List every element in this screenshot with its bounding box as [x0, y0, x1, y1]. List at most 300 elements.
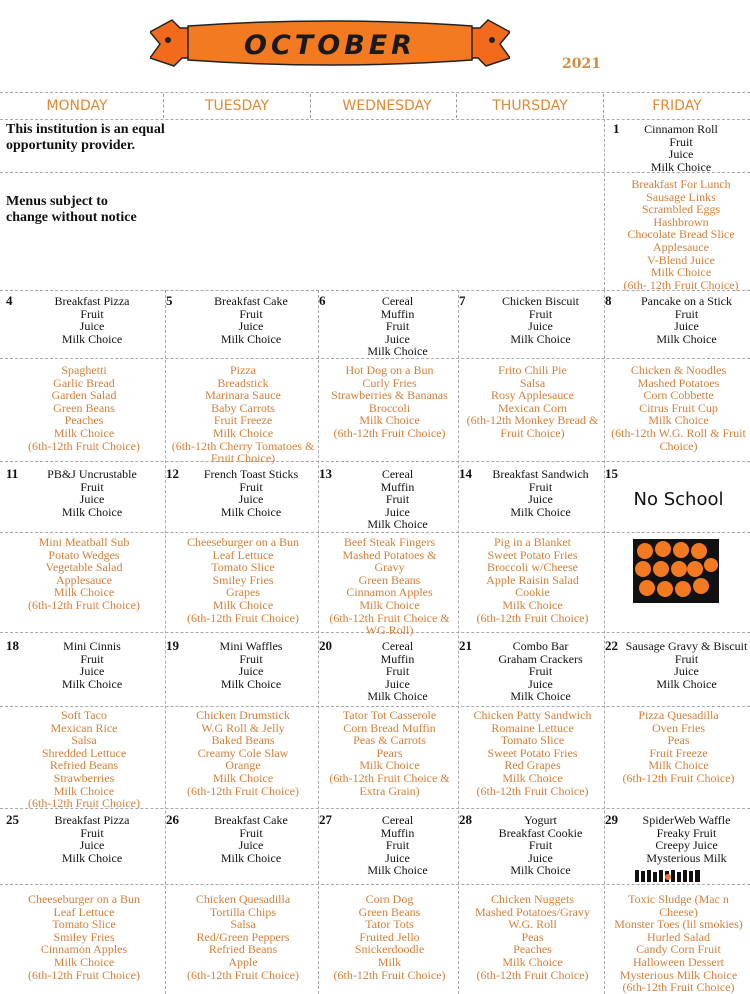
menu-item: Mashed Potatoes & — [342, 547, 437, 562]
menu-item: Milk Choice — [220, 850, 282, 865]
date-number: 18 — [6, 638, 19, 653]
breakfast-menu — [321, 814, 458, 877]
menu-item: Cinnamon Roll — [644, 122, 718, 136]
day-cell-7 — [461, 295, 604, 345]
menu-item: Mysterious Milk — [646, 850, 727, 865]
menu-item: (6th-12th Fruit Choice) — [28, 438, 140, 453]
menu-item: Juice — [79, 664, 105, 679]
day-cell-21 — [461, 640, 604, 703]
menu-item: Leaf Lettuce — [53, 904, 115, 919]
menu-item: Hurled Salad — [647, 929, 710, 944]
menu-item: Scrambled Eggs — [641, 202, 721, 217]
menu-item: Milk Choice — [650, 265, 712, 280]
grid-line — [0, 706, 750, 707]
day-cell-12 — [168, 468, 318, 518]
menu-item: Milk Choice — [510, 331, 571, 346]
menu-item: Breakfast Cake — [214, 294, 288, 308]
day-cell-8 — [607, 295, 750, 345]
menu-item: Fruit — [385, 838, 410, 853]
day-header-friday: FRIDAY — [652, 98, 702, 114]
menu-item: Red Grapes — [504, 758, 561, 773]
menu-item: French Toast Sticks — [203, 467, 299, 481]
menu-item: Monster Toes (lil smokies) — [614, 917, 743, 932]
menu-item: Chicken Drumstick — [196, 708, 290, 722]
date-number: 21 — [459, 638, 472, 653]
lunch-menu-13 — [321, 536, 458, 637]
date-number: 8 — [605, 293, 612, 308]
year-label: 2021 — [562, 56, 601, 72]
breakfast-menu — [608, 123, 750, 173]
day-cell-25 — [8, 814, 160, 864]
menu-item: Milk Choice — [220, 331, 282, 346]
date-number: 12 — [166, 466, 179, 481]
menu-item: Chicken Nuggets — [491, 892, 574, 906]
menu-item: Pizza Quesadilla — [638, 708, 719, 722]
menu-item: Tator Tots — [365, 917, 414, 932]
day-cell-5 — [168, 295, 318, 345]
menu-item: Mini Meatball Sub — [38, 535, 130, 549]
breakfast-menu — [8, 814, 160, 864]
menu-item: Milk Choice — [212, 425, 274, 440]
lunch-menu-11 — [8, 536, 160, 612]
lunch-menu-26 — [168, 893, 318, 981]
breakfast-menu — [8, 640, 160, 690]
menu-item: Juice — [79, 319, 105, 334]
breakfast-menu — [8, 295, 160, 345]
menu-item: Milk Choice — [367, 344, 428, 359]
menu-item: Shredded Lettuce — [41, 745, 127, 760]
menu-item: (6th-12th Fruit Choice) — [476, 610, 589, 625]
menu-item: (6th-12th Fruit Choice) — [187, 967, 299, 982]
menu-item: Garden Salad — [51, 388, 117, 403]
menu-item: Fruit — [674, 306, 699, 321]
lunch-menu-29 — [607, 893, 750, 994]
menu-item: Milk Choice — [502, 954, 563, 969]
breakfast-menu — [321, 295, 458, 358]
grid-line — [0, 532, 750, 533]
lunch-menu-4 — [8, 364, 160, 452]
menu-item: Frito Chili Pie — [498, 363, 567, 377]
month-title: OCTOBER — [244, 30, 416, 61]
date-number: 25 — [6, 812, 19, 827]
menu-item: Milk Choice — [648, 413, 709, 428]
breakfast-menu — [607, 295, 750, 345]
menu-item: Chocolate Bread Slice — [627, 227, 735, 242]
menu-item: Juice — [385, 850, 410, 865]
lunch-menu-25 — [8, 893, 160, 981]
menu-item: Muffin — [380, 825, 415, 840]
menu-item: Milk Choice — [367, 689, 428, 704]
menu-item: (6th-12th Fruit Choice) — [28, 597, 140, 612]
day-cell-11 — [8, 468, 160, 518]
day-cell-26 — [168, 814, 318, 864]
menu-item: Juice — [668, 147, 694, 162]
menu-item: (6th-12th Fruit Choice) — [476, 967, 589, 982]
date-number: 22 — [605, 638, 618, 653]
day-cell-22 — [607, 640, 750, 690]
menu-item: Sausage Gravy & Biscuit — [625, 639, 748, 653]
menu-item: Breakfast For Lunch — [631, 177, 731, 191]
equal-opportunity-notice: This institution is an equal opportunity provider. — [6, 122, 165, 153]
lunch-menu-1 — [608, 178, 750, 291]
menu-item: Graham Crackers — [498, 651, 583, 666]
day-header-wednesday: WEDNESDAY — [342, 98, 432, 114]
menu-item: Extra Grain) — [359, 783, 420, 798]
menu-item: Mexican Rice — [50, 720, 118, 735]
menu-item: Apple Raisin Salad — [486, 572, 579, 587]
menu-item: Baby Carrots — [211, 400, 275, 415]
menu-item: Tomato Slice — [52, 917, 116, 932]
menu-item: W.G. Roll — [508, 917, 557, 932]
lunch-menu-22 — [607, 709, 750, 785]
day-header-monday: MONDAY — [46, 98, 108, 114]
menu-item: Cheeseburger on a Bun — [27, 892, 141, 906]
menu-item: Marinara Sauce — [205, 388, 281, 403]
menu-item: Mexican Corn — [498, 400, 567, 415]
day-cell-29 — [607, 814, 750, 864]
menu-item: Cookie — [515, 585, 550, 600]
menu-item: Fruited Jello — [359, 929, 420, 944]
menu-item: Fruit Choice) — [500, 425, 565, 440]
menu-item: Milk Choice — [650, 159, 712, 174]
menu-item: Leaf Lettuce — [212, 547, 274, 562]
menu-item: Vegetable Salad — [45, 560, 123, 575]
menu-item: Peas & Carrots — [353, 733, 426, 748]
menu-item: Tortilla Chips — [209, 904, 277, 919]
menu-item: Chicken Biscuit — [502, 294, 579, 308]
day-cell-15 — [605, 466, 750, 510]
menu-item: Pig in a Blanket — [494, 535, 571, 549]
menu-item: Snickerdoodle — [354, 942, 425, 957]
lunch-menu-19 — [168, 709, 318, 797]
menu-item: Sweet Potato Fries — [487, 547, 578, 562]
menu-item: Baked Beans — [211, 733, 275, 748]
menu-item: Breakfast Pizza — [54, 294, 130, 308]
menu-item: Green Beans — [358, 904, 421, 919]
lunch-menu-18 — [8, 709, 160, 810]
menu-item: Green Beans — [358, 572, 421, 587]
menu-item: Fruit — [80, 479, 104, 494]
breakfast-menu — [168, 640, 318, 690]
menu-item: (6th-12th Fruit Choice) — [187, 783, 299, 798]
menu-item: Juice — [238, 838, 264, 853]
breakfast-menu — [8, 468, 160, 518]
menu-item: Peas — [521, 929, 544, 944]
day-cell-18 — [8, 640, 160, 690]
day-cell-13 — [321, 468, 458, 531]
menu-item: Strawberries — [53, 770, 115, 785]
lunch-menu-8 — [607, 364, 750, 452]
menu-item: Sausage Links — [646, 189, 716, 204]
breakfast-menu — [461, 468, 604, 518]
menu-item: Red/Green Peppers — [196, 929, 290, 944]
day-cell-6 — [321, 295, 458, 358]
menu-item: Sweet Potato Fries — [487, 745, 578, 760]
menu-item: Combo Bar — [512, 639, 569, 653]
menu-item: Milk Choice — [61, 504, 123, 519]
menu-item: Cereal — [381, 639, 414, 653]
day-cell-28 — [461, 814, 604, 877]
menu-item: Mysterious Milk Choice — [619, 967, 738, 982]
jack-o-lantern-image — [633, 539, 719, 603]
menu-item: Cheese) — [659, 904, 698, 919]
menu-item: Juice — [528, 319, 553, 334]
menu-item: Hashbrown — [653, 214, 709, 229]
day-header-thursday: THURSDAY — [456, 94, 604, 118]
menu-item: Juice — [238, 664, 264, 679]
menu-item: Milk Choice — [53, 954, 115, 969]
menu-item: Milk Choice — [61, 676, 123, 691]
menu-item: (6th-12th Fruit Choice) — [333, 425, 446, 440]
date-number: 5 — [166, 293, 173, 308]
menu-item: Cinnamon Apples — [346, 585, 433, 600]
menu-item: (6th-12th Fruit Choice) — [622, 980, 735, 994]
menu-item: Milk Choice — [656, 331, 717, 346]
menu-item: (6th-12th W.G. Roll & Fruit — [611, 425, 746, 440]
menu-item: Gravy — [374, 560, 405, 575]
menu-item: Cereal — [381, 813, 414, 827]
menu-item: Citrus Fruit Cup — [639, 400, 718, 415]
menu-item: Juice — [385, 331, 410, 346]
menu-item: Chicken Quesadilla — [195, 892, 291, 906]
menu-item: Milk Choice — [53, 783, 115, 798]
date-number: 29 — [605, 812, 618, 827]
menu-item: Refried Beans — [49, 758, 119, 773]
menu-item: Juice — [528, 850, 553, 865]
menu-item: WG Roll) — [365, 623, 414, 638]
menu-item: Juice — [238, 492, 264, 507]
breakfast-menu — [321, 640, 458, 703]
menu-item: Broccoli w/Cheese — [487, 560, 578, 575]
lunch-menu-20 — [321, 709, 458, 797]
menu-item: Breadstick — [217, 375, 269, 390]
menu-item: Milk Choice — [510, 863, 571, 878]
menu-item: Pizza — [230, 363, 256, 377]
menu-item: Fruit — [239, 651, 263, 666]
menu-item: Juice — [385, 676, 410, 691]
date-number: 20 — [319, 638, 332, 653]
breakfast-menu — [168, 295, 318, 345]
menu-item: Muffin — [380, 479, 415, 494]
breakfast-menu — [607, 814, 750, 864]
lunch-menu-5 — [168, 364, 318, 465]
day-cell-27 — [321, 814, 458, 877]
menu-item: Salsa — [71, 733, 97, 748]
lunch-menu-27 — [321, 893, 458, 981]
menu-item: Milk Choice — [367, 863, 428, 878]
menu-item: Fruit — [528, 664, 553, 679]
menu-item: Cheeseburger on a Bun — [186, 535, 300, 549]
menu-item: Milk Choice — [53, 425, 115, 440]
menu-item: Mashed Potatoes — [637, 375, 720, 390]
menu-item: Milk Choice — [510, 504, 571, 519]
date-number: 4 — [6, 293, 13, 308]
menu-item: Oven Fries — [652, 720, 705, 735]
date-number: 19 — [166, 638, 179, 653]
menu-item: Mini Cinnis — [63, 639, 121, 653]
menu-item: (6th-12th Fruit Choice) — [333, 967, 446, 982]
menu-item: Salsa — [519, 375, 546, 390]
grid-line — [0, 92, 750, 93]
menu-item: Refried Beans — [208, 942, 278, 957]
menu-item: Apple — [228, 954, 258, 969]
menu-item: Fruit — [528, 306, 553, 321]
menu-item: Cinnamon Apples — [40, 942, 128, 957]
menu-item: Garlic Bread — [53, 375, 115, 390]
date-number: 7 — [459, 293, 466, 308]
breakfast-menu — [168, 814, 318, 864]
menu-item: Fruit — [239, 306, 263, 321]
menu-item: (6th-12th Fruit Choice & — [329, 770, 450, 785]
menu-item: Milk Choice — [212, 770, 274, 785]
menu-item: Beef Steak Fingers — [343, 535, 436, 549]
month-banner — [150, 14, 510, 72]
menu-item: Milk Choice — [367, 517, 428, 532]
menu-item: Tomato Slice — [500, 733, 565, 748]
menu-item: Milk Choice — [212, 597, 274, 612]
menu-item: Green Beans — [53, 400, 115, 415]
menu-item: Milk — [377, 954, 402, 969]
date-number: 14 — [459, 466, 472, 481]
date-number: 27 — [319, 812, 332, 827]
date-number: 11 — [6, 466, 19, 481]
menu-item: Tator Tot Casserole — [342, 708, 437, 722]
day-cell-19 — [168, 640, 318, 690]
menu-item: Peaches — [64, 413, 104, 428]
menu-item: Milk Choice — [502, 597, 563, 612]
no-school-label: No School — [633, 489, 724, 510]
date-number: 1 — [613, 121, 620, 136]
menu-item: Fruit Freeze — [649, 745, 708, 760]
menu-item: Juice — [528, 676, 553, 691]
breakfast-menu — [607, 640, 750, 690]
day-cell-14 — [461, 468, 604, 518]
menu-item: Fruit — [80, 651, 104, 666]
menu-item: Curly Fries — [362, 375, 417, 390]
grid-line — [0, 119, 750, 120]
breakfast-menu — [461, 295, 604, 345]
menu-item: Romaine Lettuce — [491, 720, 574, 735]
menu-item: (6th-12th Cherry Tomatoes & — [171, 438, 315, 453]
menu-item: Fruit — [669, 134, 693, 149]
menu-item: Milk Choice — [359, 597, 420, 612]
menu-item: Juice — [528, 492, 553, 507]
menu-item: PB&J Uncrustable — [47, 467, 137, 481]
menu-item: Fruit — [385, 319, 410, 334]
menu-item: Grapes — [226, 585, 260, 600]
menu-item: Pears — [376, 745, 403, 760]
menu-item: Juice — [674, 664, 699, 679]
menu-item: Juice — [385, 504, 410, 519]
menu-item: Mashed Potatoes/Gravy — [475, 904, 590, 919]
menu-item: Creepy Juice — [655, 838, 718, 853]
menu-item: Corn Cobbette — [643, 388, 714, 403]
menu-item: Spaghetti — [61, 363, 107, 377]
menu-item: Rosy Applesauce — [491, 388, 574, 403]
menu-item: Hot Dog on a Bun — [345, 363, 434, 377]
menu-item: Yogurt — [524, 813, 557, 827]
date-number: 26 — [166, 812, 179, 827]
menu-item: Juice — [674, 319, 699, 334]
menu-item: Milk Choice — [510, 689, 571, 704]
breakfast-menu — [168, 468, 318, 518]
menu-item: Fruit — [80, 306, 104, 321]
menu-change-notice: Menus subject to change without notice — [6, 194, 137, 225]
menu-item: Fruit — [385, 492, 410, 507]
menu-item: Smiley Fries — [212, 572, 274, 587]
menu-item: Choice) — [659, 438, 698, 453]
lunch-menu-14 — [461, 536, 604, 624]
menu-item: Juice — [79, 492, 105, 507]
menu-item: Halloween Dessert — [633, 954, 724, 969]
menu-item: Candy Corn Fruit — [636, 942, 721, 957]
lunch-menu-7 — [461, 364, 604, 440]
breakfast-menu — [461, 814, 604, 877]
menu-item: (6th-12th Fruit Choice) — [622, 770, 735, 785]
menu-item: (6th-12th Fruit Choice) — [28, 796, 140, 811]
menu-item: Breakfast Sandwich — [492, 467, 589, 481]
menu-item: (6th-12th Fruit Choice) — [28, 967, 140, 982]
menu-item: Breakfast Cookie — [498, 825, 583, 840]
menu-item: Breakfast Pizza — [54, 813, 130, 827]
menu-item: Tomato Slice — [211, 560, 275, 575]
lunch-menu-12 — [168, 536, 318, 624]
menu-item: Mini Waffles — [219, 639, 283, 653]
lunch-menu-28 — [461, 893, 604, 981]
grid-line — [0, 884, 750, 885]
date-number: 15 — [605, 466, 618, 481]
menu-item: Broccoli — [368, 400, 411, 415]
menu-item: Cereal — [381, 467, 414, 481]
menu-item: Milk Choice — [53, 585, 115, 600]
menu-item: Applesauce — [653, 239, 709, 254]
menu-item: Milk Choice — [502, 770, 563, 785]
day-cell-1 — [608, 123, 750, 173]
menu-item: Fruit — [385, 664, 410, 679]
grid-line — [0, 358, 750, 359]
menu-item: (6th-12th Monkey Bread & — [466, 413, 599, 428]
menu-item: SpiderWeb Waffle — [642, 813, 731, 827]
menu-item: Milk Choice — [220, 504, 282, 519]
menu-item: Juice — [79, 838, 105, 853]
day-header-tuesday: TUESDAY — [163, 94, 311, 118]
menu-item: Milk Choice — [359, 413, 420, 428]
menu-item: (6th-12th Fruit Choice) — [476, 783, 589, 798]
menu-item: Fruit — [80, 825, 104, 840]
menu-item: Orange — [225, 758, 261, 773]
menu-item: Cereal — [381, 294, 414, 308]
menu-item: Chicken Patty Sandwich — [473, 708, 592, 722]
menu-item: Milk Choice — [61, 331, 123, 346]
menu-item: Milk Choice — [359, 758, 420, 773]
day-cell-20 — [321, 640, 458, 703]
day-cell-4 — [8, 295, 160, 345]
menu-item: Juice — [238, 319, 264, 334]
menu-item: Fruit Freeze — [213, 413, 273, 428]
menu-item: Chicken & Noodles — [630, 363, 727, 377]
menu-item: Freaky Fruit — [656, 825, 717, 840]
menu-item: W.G Roll & Jelly — [201, 720, 285, 735]
menu-item: Potato Wedges — [48, 547, 120, 562]
menu-item: Creamy Cole Slaw — [197, 745, 289, 760]
menu-item: Peaches — [513, 942, 552, 957]
menu-item: Fruit — [239, 825, 263, 840]
menu-item: Pancake on a Stick — [641, 294, 732, 308]
date-number: 13 — [319, 466, 332, 481]
menu-item: Milk Choice — [61, 850, 123, 865]
menu-item: (6th- 12th Fruit Choice) — [623, 277, 739, 292]
menu-item: Salsa — [230, 917, 256, 932]
